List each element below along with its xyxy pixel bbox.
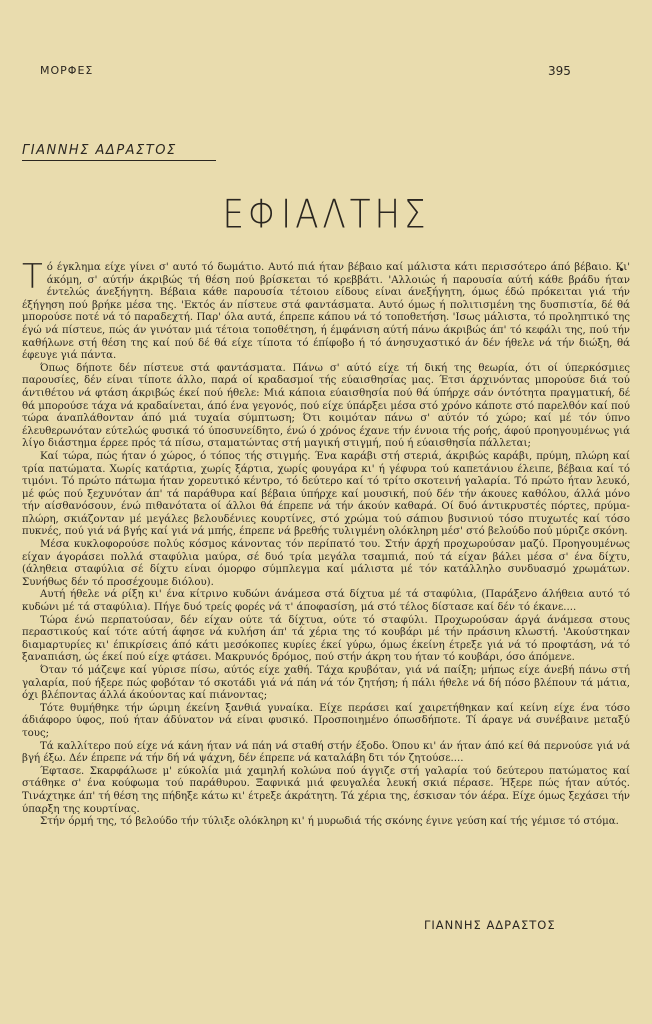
- story-title: ΕΦΙΑΛΤΗΣ: [222, 192, 430, 238]
- paragraph: Όταν τό μάζεψε καί γύρισε πίσω, αύτός είχε χαθή. Τάχα κρυβόταν, γιά νά παίξη; μήπως είχε άνεβή πάνω στή γαλαρία, πού ήξερε πώς φοβόταν τό σκοτάδι γιά νά πάη νά τόν ζητήση; ή πάλι ήθελε νά δή πόσο βλέπουν τά μάτια, όχι βλέποντας άλλά άκούοντας καί πιάνοντας;: [22, 665, 630, 702]
- journal-running-head: ΜΟΡΦΕΣ: [40, 64, 94, 77]
- paragraph: Στήν όρμή της, τό βελούδο τήν τύλιξε ολόκληρη κι' ή μυρωδιά τής σκόνης έγινε γεύση καί τής γέμισε τό στόμα.: [40, 816, 619, 828]
- paragraph: Καί τώρα, πώς ήταν ό χώρος, ό τόπος τής στιγμής. Ένα καράβι στή στεριά, άκριβώς καράβι, πρύμη, πλώρη καί τρία πατώματα. Χωρίς κατάρτια, χωρίς ξάρτια, χωρίς φουγάρα κι' ή γέφυρα τού καπετάνιου έλειπε, βέβαια καί τό τιμόνι. Τό πρώτο πάτωμα ήταν χορευτικό κέντρο, τό δεύτερο καί τό τρίτο σκοτεινή γαλαρία. Τό πρώτο ήταν λευκό, μέ φώς πού ξεχυνόταν άπ' τά παράθυρα καί βέβαια ύπήρχε καί μουσική, πού δέν τήν άκουες καθόλου, άλλά μόνο τήν αίσθανόσουν, ένώ πιθανότατα οί άλλοι θά έπρεπε νά τήν άκούν καθαρά. Οί δυό άντικρυστές πόρτες, πρύμα-πλώρη, σκιάζονταν μέ μεγάλες βελουδένιες κουρτίνες, στό χρώμα τού σάπιου βυσινιού τόσο πτυχωτές καί τόσο πυκνές, πού γιά νά βγής καί γιά νά μπής, έπρεπε νά βρεθής τυλιγμένη ολόκληρη μέσ' στό βελούδο πού μύριζε σκόνη.: [22, 450, 630, 538]
- paragraph: Τό έγκλημα είχε γίνει σ' αυτό τό δωμάτιο. Αυτό πιά ήταν βέβαιο καί μάλιστα κάτι περισσότερο άπό βέβαιο. Κι' άκόμη, σ' αύτήν άκριβώς τή θέση πού βρίσκεται τό κρεββάτι. 'Αλλοιώς ή παρουσία αύτή κάθε βράδυ ήταν έντελώς άνεξήγητη. Βέβαια κάθε παρουσία τέτοιου είδους είναι άνεξήγητη, όμως έδώ πρόκειται γιά τήν έξήγηση πού βρήκε μέσα της. 'Εκτός άν πίστευε στά φαντάσματα. Αυτό όμως ή πολιτισμένη της δυσπιστία, δέ θά μπορούσε ποτέ νά τό παραδεχτή. Παρ' όλα αυτά, έπρεπε κάπου νά τό τοποθετήση. 'Ισως μάλιστα, τό προληπτικό της έγώ νά πίστευε, πώς άν γινόταν μιά τέτοια τοποθέτηση, ή έμφάνιση αύτή πάνω άκριβώς άπ' τό κεφάλι της, πού τήν καθήλωνε στή θέση της καί πού δέ θά είχε τίποτα τό έπίφοβο ή τό άνησυχαστικό άν δέν ήθελε νά τήν διώξη, θά έφευγε γιά πάντα.: [22, 257, 630, 362]
- paragraph: Μέσα κυκλοφορούσε πολύς κόσμος κάνοντας τόν περίπατό του. Στήν άρχή προχωρούσαν μαζύ. Προηγουμένως είχαν άγοράσει πολλά σταφύλια μαύρα, σέ δυό τρία μεγάλα τσαμπιά, πού τά είχαν βάλει μέσα σ' ένα δίχτυ, (άληθεια σταφύλια σέ δίχτυ είναι όμορφο σύμπλεγμα καί μάλιστα μέ τόν κατάλληλο συνδυασμό χρωμάτων. Συνήθως δέν τό προσέχουμε διόλου).: [22, 539, 630, 588]
- paragraph: Τότε θυμήθηκε τήν ώριμη έκείνη ξανθιά γυναίκα. Είχε περάσει καί χαιρετήθηκαν καί κείνη είχε ένα τόσο άδιάφορο ύφος, πού ήταν άδύνατον νά είναι φυσικό. Προσποιημένο όπωσδήποτε. Τί άραγε νά συνέβαινε μεταξύ τους;: [22, 702, 630, 739]
- page-number: 395: [548, 64, 571, 78]
- paragraph: Αυτή ήθελε νά ρίξη κι' ένα κίτρινο κυδώνι άνάμεσα στά δίχτυα μέ τά σταφύλια, (Παράξενο άλήθεια αυτό τό κυδώνι μέ τά σταφύλια). Πήγε δυό τρείς φορές νά τ' άποφασίση, μά στό τέλος δίστασε καί δέν τό έκανε....: [22, 589, 630, 614]
- paragraph: Έφτασε. Σκαρφάλωσε μ' εύκολία μιά χαμηλή κολώνα πού άγγιζε στή γαλαρία τού δεύτερου πατώματος καί στάθηκε σ' ένα κούφωμα τού παράθυρου. Ξαφνικά μιά φευγαλέα λευκή σκιά πέρασε. Ήξερε πώς ήταν αύτός. Τινάχτηκε άπ' τή θέση της πήδηξε κάτω κι' έτρεξε άκράτητη. Τά χέρια της, έσκισαν τόν άέρα. Είχε όμως ξεχάσει τήν ύπαρξη της κουρτίνας.: [22, 765, 630, 815]
- paragraph: Τά καλλίτερο πού είχε νά κάνη ήταν νά πάη νά σταθή στήν έξοδο. Όπου κι' άν ήταν άπό κεί θά περνούσε γιά νά βγή έξω. Δέν έπρεπε νά τήν δή νά ψάχνη, δέν έπρεπε νά καταλάβη δτι τόν ζητούσε....: [22, 740, 630, 765]
- drop-cap: Τ: [22, 257, 43, 297]
- paragraph: Όπως δήποτε δέν πίστευε στά φαντάσματα. Πάνω σ' αύτό είχε τή δική της θεωρία, ότι οί ύπερκόσμιες παρουσίες, δέν είναι τίποτε άλλο, παρά οί κραδασμοί τής εύαισθησίας μας. Έτσι άρχινόντας μπορούσε διά τού άντιθέτου νά φτάση άκριβώς έκεί πού ήθελε: Μιά κάποια εύαισθησία πού θά ύπήρχε σάν όντότητα πραγματική, δέ θά μπορούσε τάχα νά κραδαίνεται, άπό ένα γεγονός, πού είχε ύπάρξει μέσα στό χρόνο κάποτε στό παρελθόν καί πού τώρα άναπλάθονταν άπό μιά τυχαία σύμπτωση; Ότι κοιμόταν πάνω σ' αύτόν τό χώρο; καί μέ τόν ύπνο έλευθερωνόταν εύτελώς φυσικά τό ύποσυνείδητο, ένώ ό χρόνος έχανε τήν έννοια τής ροής, άφού προηγουμένως γιά λίγο διάστημα έρρεε πρός τά πίσω, σταματώντας στή μαγική στιγμή, πού ή εύαισθησία πάλλεται;: [22, 362, 630, 450]
- paragraph: Τώρα ένώ περπατούσαν, δέν είχαν ούτε τά δίχτυα, ούτε τό σταφύλι. Προχωρούσαν άργά άνάμεσα στους περαστικούς καί τότε αύτή άφησε νά κυλήση άπ' τά χέρια της τό κουβάρι μέ τήν πράσινη κλωστή. 'Ακούστηκαν διαμαρτυρίες κι' έπικρίσεις άπό κάτι μεσόκοπες κυρίες έκεί γύρω, όμως έκείνη έτρεξε γιά νά τό προφτάση, νά τό ξαναπιάση, ώς έκεί πού είχε φτάσει. Μακρυνός δρόμος, πού στήν άκρη του ήταν τό κουβάρι, όσο άπόμενε.: [22, 614, 630, 664]
- story-body: [22, 257, 630, 829]
- author-signature: ΓΙΑΝΝΗΣ ΑΔΡΑΣΤΟΣ: [424, 918, 556, 932]
- author-heading: ΓΙΑΝΝΗΣ ΑΔΡΑΣΤΟΣ: [22, 143, 216, 161]
